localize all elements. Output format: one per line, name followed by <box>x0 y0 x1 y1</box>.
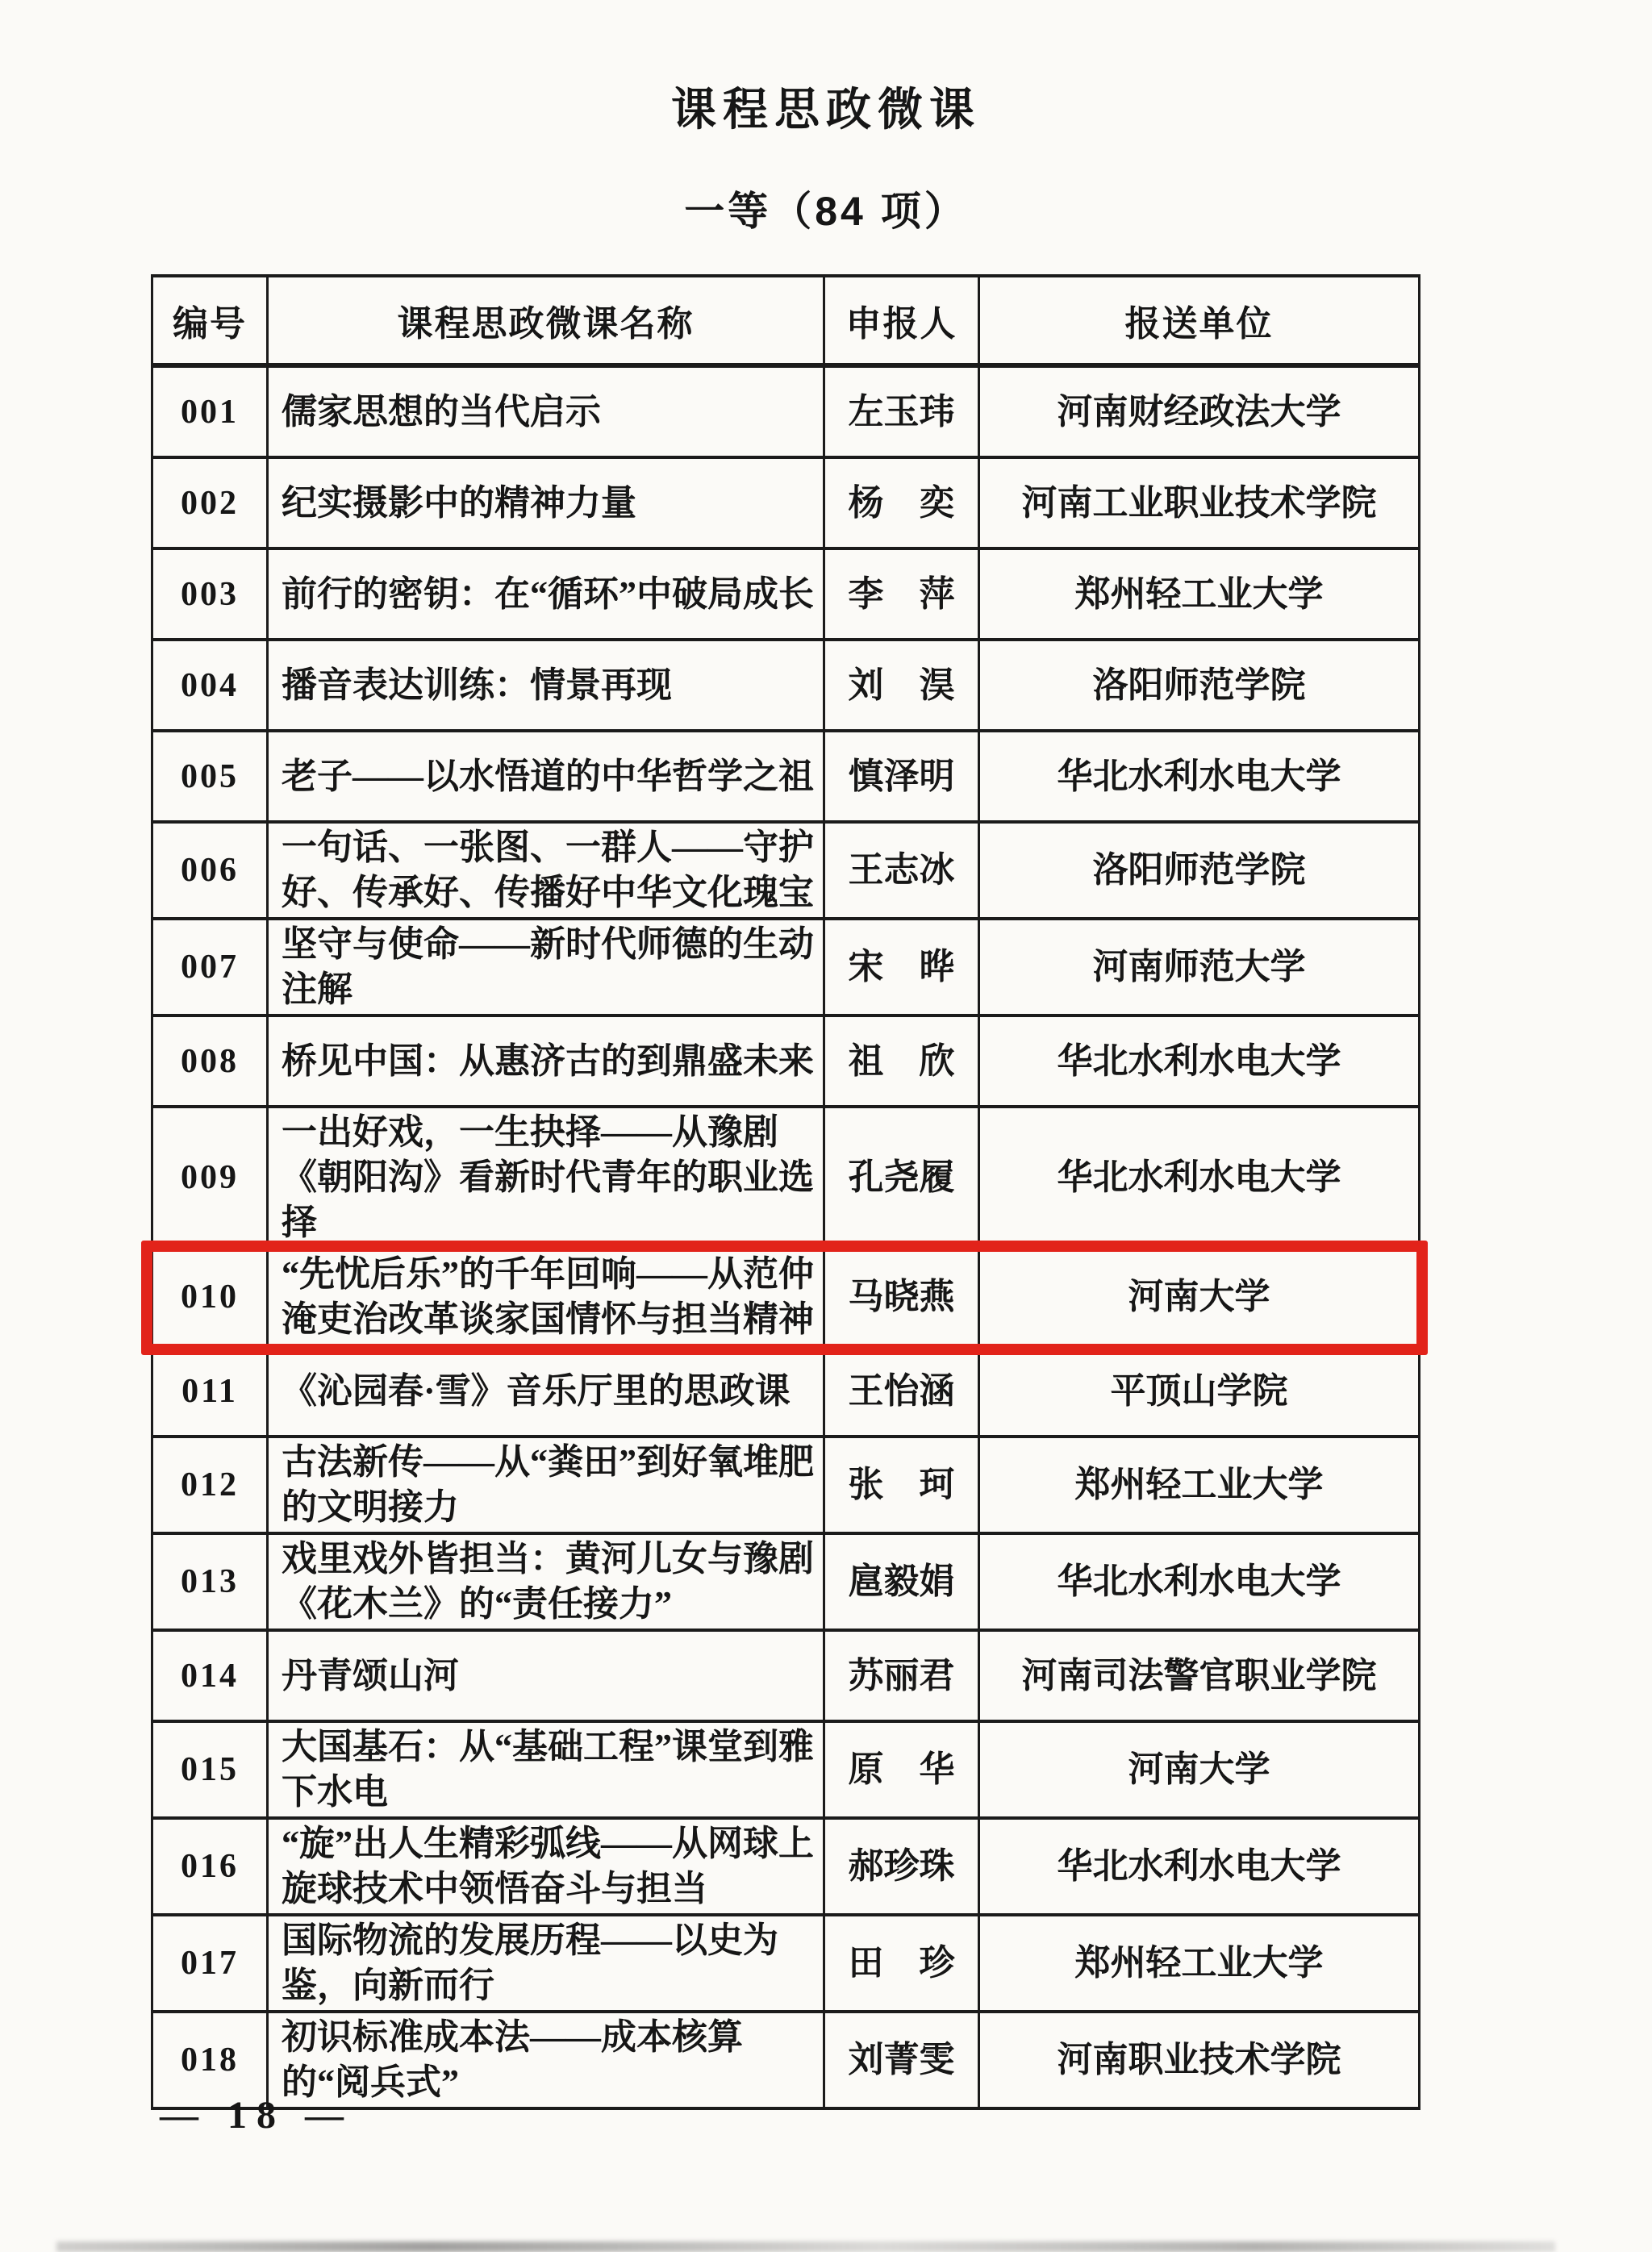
table-header <box>152 276 1420 365</box>
table-body <box>152 365 1420 2108</box>
applicant-name: 王怡涵 <box>824 1345 979 1437</box>
course-name: 一句话、一张图、一群人——守护好、传承好、传播好中华文化瑰宝 <box>268 822 824 919</box>
row-number: 012 <box>152 1437 268 1533</box>
applicant-name: 张 珂 <box>824 1437 979 1533</box>
row-number: 013 <box>152 1533 268 1630</box>
submitting-unit: 郑州轻工业大学 <box>979 548 1420 640</box>
course-name: 桥见中国：从惠济古的到鼎盛未来 <box>268 1015 824 1107</box>
page-subtitle: 一等（84 项） <box>684 189 968 234</box>
applicant-name: 李 萍 <box>824 548 979 640</box>
submitting-unit: 郑州轻工业大学 <box>979 1437 1420 1533</box>
row-number: 007 <box>152 919 268 1015</box>
submitting-unit: 华北水利水电大学 <box>979 1818 1420 1915</box>
course-name: 老子——以水悟道的中华哲学之祖 <box>268 731 824 822</box>
applicant-name: 原 华 <box>824 1721 979 1818</box>
table-row <box>152 1630 1420 1721</box>
row-number: 005 <box>152 731 268 822</box>
course-name: 丹青颂山河 <box>268 1630 824 1721</box>
submitting-unit: 河南财经政法大学 <box>979 365 1420 457</box>
row-number: 015 <box>152 1721 268 1818</box>
submitting-unit: 河南司法警官职业学院 <box>979 1630 1420 1721</box>
course-name: 一出好戏，一生抉择——从豫剧《朝阳沟》看新时代青年的职业选择 <box>268 1107 824 1249</box>
course-name: 《沁园春·雪》音乐厅里的思政课 <box>268 1345 824 1437</box>
table-row <box>152 548 1420 640</box>
row-number: 003 <box>152 548 268 640</box>
table-row <box>152 1818 1420 1915</box>
submitting-unit: 洛阳师范学院 <box>979 822 1420 919</box>
applicant-name: 孔尧履 <box>824 1107 979 1249</box>
submitting-unit: 华北水利水电大学 <box>979 1533 1420 1630</box>
applicant-name: 左玉玮 <box>824 365 979 457</box>
row-number: 009 <box>152 1107 268 1249</box>
submitting-unit: 华北水利水电大学 <box>979 1015 1420 1107</box>
row-number: 016 <box>152 1818 268 1915</box>
table-row <box>152 365 1420 457</box>
col-header-number: 编号 <box>152 276 268 365</box>
course-name: 古法新传——从“粪田”到好氧堆肥的文明接力 <box>268 1437 824 1533</box>
course-name: “先忧后乐”的千年回响——从范仲淹吏治改革谈家国情怀与担当精神 <box>268 1249 824 1345</box>
submitting-unit: 华北水利水电大学 <box>979 1107 1420 1249</box>
award-table-wrap <box>151 274 1418 2110</box>
row-number: 001 <box>152 365 268 457</box>
submitting-unit: 河南大学 <box>979 1721 1420 1818</box>
scan-artifact <box>56 2242 1555 2252</box>
col-header-course: 课程思政微课名称 <box>268 276 824 365</box>
applicant-name: 祖 欣 <box>824 1015 979 1107</box>
submitting-unit: 河南职业技术学院 <box>979 2012 1420 2108</box>
course-name: 坚守与使命——新时代师德的生动注解 <box>268 919 824 1015</box>
row-number: 011 <box>152 1345 268 1437</box>
row-number: 004 <box>152 640 268 731</box>
row-number: 008 <box>152 1015 268 1107</box>
submitting-unit: 洛阳师范学院 <box>979 640 1420 731</box>
row-number: 006 <box>152 822 268 919</box>
course-name: 前行的密钥：在“循环”中破局成长 <box>268 548 824 640</box>
applicant-name: 郝珍珠 <box>824 1818 979 1915</box>
course-name: 大国基石：从“基础工程”课堂到雅下水电 <box>268 1721 824 1818</box>
table-row <box>152 1107 1420 1249</box>
row-number: 018 <box>152 2012 268 2108</box>
applicant-name: 宋 晔 <box>824 919 979 1015</box>
row-number: 010 <box>152 1249 268 1345</box>
page-title: 课程思政微课 <box>671 84 981 135</box>
table-row <box>152 1437 1420 1533</box>
table-row <box>152 919 1420 1015</box>
applicant-name: 慎泽明 <box>824 731 979 822</box>
applicant-name: 马晓燕 <box>824 1249 979 1345</box>
table-header-row <box>152 276 1420 365</box>
table-row <box>152 1533 1420 1630</box>
table-row <box>152 822 1420 919</box>
applicant-name: 刘 淏 <box>824 640 979 731</box>
course-name: 播音表达训练：情景再现 <box>268 640 824 731</box>
course-name: 戏里戏外皆担当：黄河儿女与豫剧《花木兰》的“责任接力” <box>268 1533 824 1630</box>
table-row <box>152 1721 1420 1818</box>
col-header-unit: 报送单位 <box>979 276 1420 365</box>
row-number: 014 <box>152 1630 268 1721</box>
course-name: “旋”出人生精彩弧线——从网球上旋球技术中领悟奋斗与担当 <box>268 1818 824 1915</box>
table-row <box>152 1915 1420 2012</box>
col-header-applicant: 申报人 <box>824 276 979 365</box>
applicant-name: 扈毅娟 <box>824 1533 979 1630</box>
applicant-name: 刘菁雯 <box>824 2012 979 2108</box>
table-row <box>152 457 1420 548</box>
applicant-name: 苏丽君 <box>824 1630 979 1721</box>
submitting-unit: 华北水利水电大学 <box>979 731 1420 822</box>
award-table <box>151 274 1420 2110</box>
course-name: 国际物流的发展历程——以史为鉴，向新而行 <box>268 1915 824 2012</box>
course-name: 初识标准成本法——成本核算的“阅兵式” <box>268 2012 824 2108</box>
page-number: — 18 — <box>160 2094 353 2137</box>
table-row <box>152 1345 1420 1437</box>
applicant-name: 杨 奕 <box>824 457 979 548</box>
row-number: 002 <box>152 457 268 548</box>
table-row <box>152 1249 1420 1345</box>
course-name: 纪实摄影中的精神力量 <box>268 457 824 548</box>
applicant-name: 王志冰 <box>824 822 979 919</box>
submitting-unit: 郑州轻工业大学 <box>979 1915 1420 2012</box>
course-name: 儒家思想的当代启示 <box>268 365 824 457</box>
applicant-name: 田 珍 <box>824 1915 979 2012</box>
submitting-unit: 平顶山学院 <box>979 1345 1420 1437</box>
submitting-unit: 河南工业职业技术学院 <box>979 457 1420 548</box>
table-row <box>152 731 1420 822</box>
submitting-unit: 河南大学 <box>979 1249 1420 1345</box>
table-row <box>152 1015 1420 1107</box>
table-row <box>152 640 1420 731</box>
submitting-unit: 河南师范大学 <box>979 919 1420 1015</box>
row-number: 017 <box>152 1915 268 2012</box>
